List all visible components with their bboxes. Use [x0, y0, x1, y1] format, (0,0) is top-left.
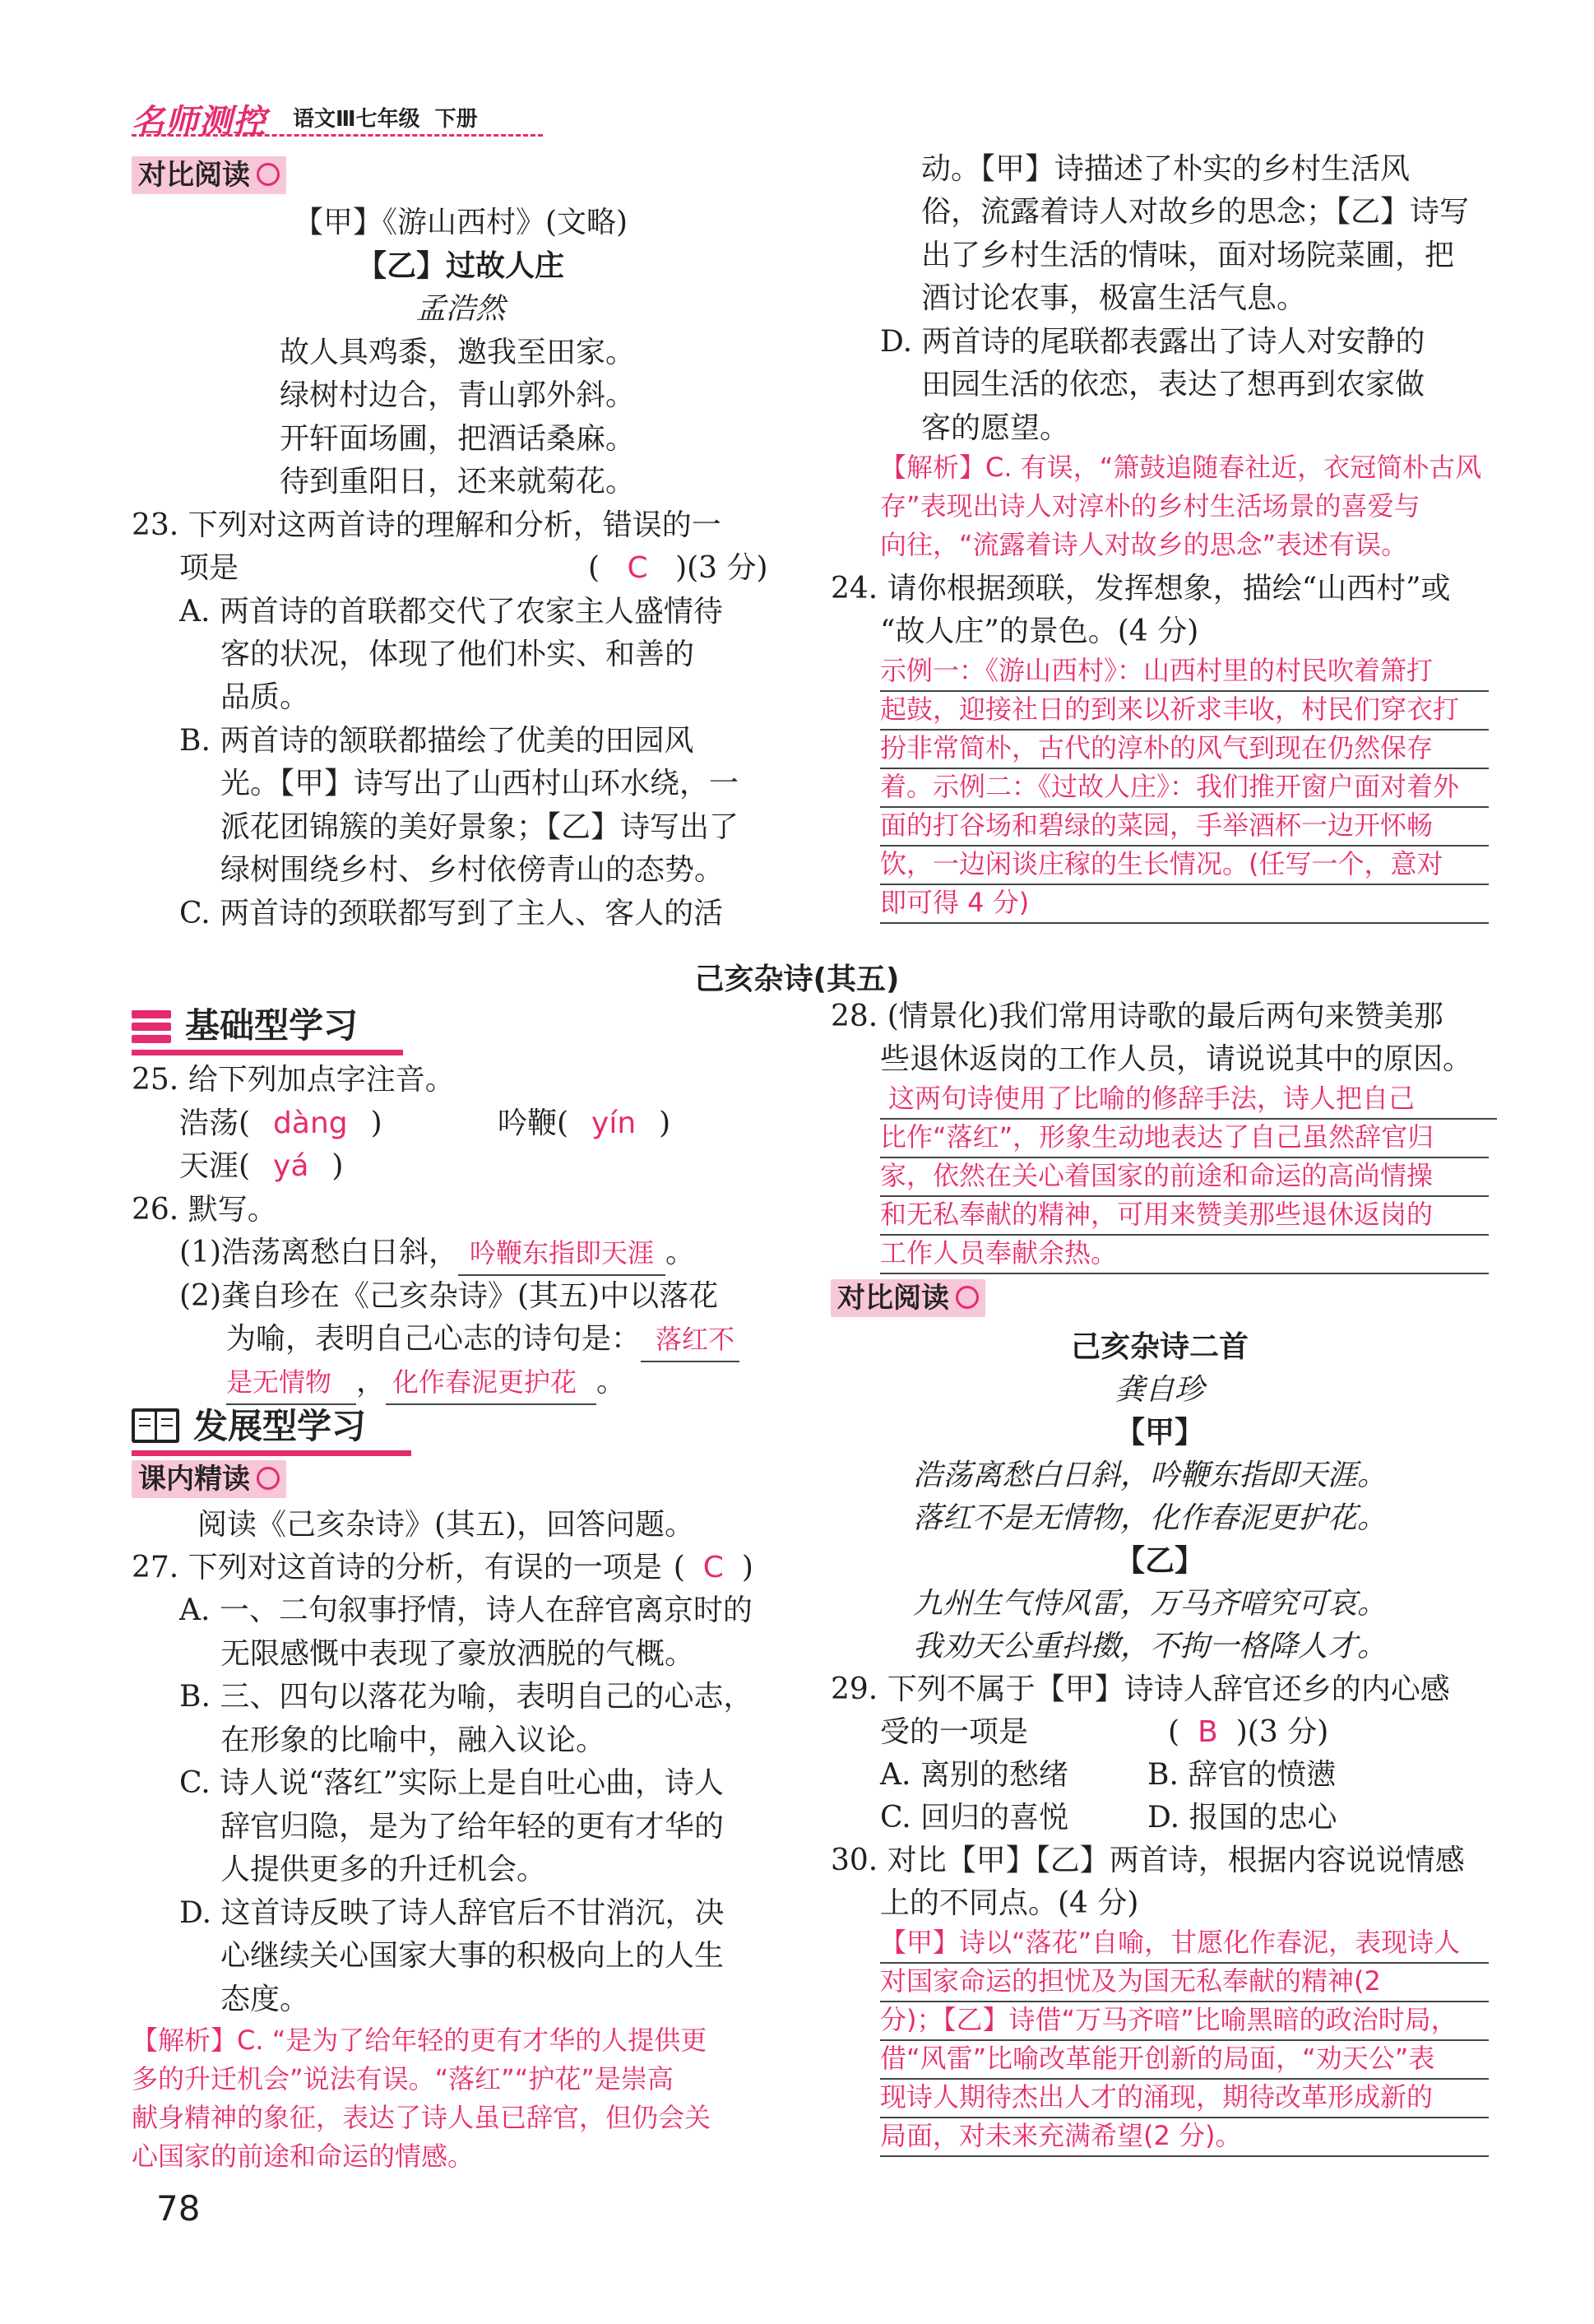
q26-2-answer-b: 化作春泥更护花	[386, 1361, 596, 1405]
q26-1-answer: 吟鞭东指即天涯	[458, 1232, 665, 1276]
q27-answer: C	[702, 1551, 724, 1584]
q27-option: A. 一、二句叙事抒情，诗人在辞官离京时的	[179, 1593, 753, 1627]
basic-heading-underline	[132, 1050, 403, 1055]
q24-answer-line: 着。示例二：《过故人庄》：我们推开窗户面对着外	[880, 768, 1489, 808]
q23-analysis: 【解析】C. 有误，“箫鼓追随春社近，衣冠简朴古风	[880, 452, 1482, 483]
paren-close: )	[659, 1106, 671, 1140]
q27-text: 27. 下列对这首诗的分析，有误的一项是	[132, 1551, 662, 1584]
q27-option: 在形象的比喻中，融入议论。	[220, 1723, 606, 1757]
q26-2	[226, 1318, 739, 1362]
dev-heading: 发展型学习	[193, 1406, 367, 1446]
poem-b-line: 故人具鸡黍，邀我至田家。	[280, 336, 636, 369]
q23-continued: 动。【甲】诗描述了朴实的乡村生活风	[921, 152, 1411, 186]
dev-heading-underline	[132, 1450, 411, 1456]
q23-continued: 出了乡村生活的情味，面对场院菜圃，把	[921, 239, 1455, 272]
q28-answer-line: 和无私奉献的精神，可用来赞美那些退休返岗的	[880, 1195, 1489, 1236]
q30-answer-line: 现诗人期待杰出人才的涌现，期待改革形成新的	[880, 2078, 1489, 2118]
q29-option: A. 离别的愁绪	[880, 1758, 1068, 1792]
q27-option: 无限感慨中表现了豪放洒脱的气概。	[220, 1637, 695, 1671]
q27-analysis: 【解析】C. “是为了给年轻的更有才华的人提供更	[132, 2025, 707, 2056]
q26-2-answer-a2: 是无情物	[226, 1361, 356, 1405]
q24-answer-line: 扮非常简朴，古代的淳朴的风气到现在仍然保存	[880, 729, 1489, 769]
q30-answer-line: 分)；【乙】诗借“万马齐喑”比喻黑暗的政治时局，	[880, 2001, 1489, 2041]
q27-analysis: 多的升迁机会”说法有误。“落红”“护花”是崇高	[132, 2063, 674, 2094]
q30-answer-line: 局面，对未来充满希望(2 分)。	[880, 2117, 1489, 2157]
q30-stem: 30. 对比【甲】【乙】两首诗，根据内容说说情感	[831, 1844, 1465, 1877]
q24-stem: “故人庄”的景色。(4 分)	[880, 615, 1199, 648]
paren-close: )	[331, 1149, 344, 1183]
q23-answer-slot	[588, 547, 768, 590]
page-number: 78	[156, 2188, 201, 2229]
tag-label: 对比阅读	[837, 1282, 949, 1315]
poem-b-label: 【乙】	[1114, 1544, 1204, 1578]
circle-icon	[257, 163, 280, 186]
word: 浩荡(	[179, 1106, 251, 1140]
q25-item	[498, 1102, 670, 1145]
q23-option: 光。【甲】诗写出了山西村山环水绕，一	[220, 767, 739, 800]
word: 天涯(	[179, 1149, 251, 1183]
q25-item	[179, 1102, 382, 1145]
q30-answer-line: 对国家命运的担忧及为国无私奉献的精神(2	[880, 1962, 1489, 2002]
q28-answer-line: 这两句诗使用了比喻的修辞手法，诗人把自己	[880, 1079, 1497, 1120]
pinyin-answer: yá	[273, 1149, 309, 1183]
poem-b-line: 我劝天公重抖擞，不拘一格降人才。	[913, 1630, 1388, 1663]
q23-option: 绿树围绕乡村、乡村依傍青山的态势。	[220, 853, 725, 887]
q27-option: 人提供更多的升迁机会。	[220, 1853, 547, 1886]
book-icon	[132, 1408, 179, 1443]
pinyin-answer: yín	[591, 1106, 637, 1140]
poem-b-line: 待到重阳日，还来就菊花。	[280, 465, 636, 499]
basic-heading: 基础型学习	[185, 1005, 359, 1046]
q23-option-d: 客的愿望。	[921, 411, 1070, 445]
q26-2: (2)龚自珍在《己亥杂诗》(其五)中以落花	[179, 1279, 719, 1313]
poem-a-line: 落红不是无情物，化作春泥更护花。	[913, 1501, 1388, 1535]
poem-a-label: 【甲】	[1114, 1416, 1204, 1450]
q29-option: C. 回归的喜悦	[880, 1801, 1069, 1835]
header-rule	[132, 134, 543, 137]
q26-1-prompt: (1)浩荡离愁白日斜，	[179, 1236, 458, 1269]
q27-analysis: 心国家的前途和命运的情感。	[132, 2141, 475, 2172]
q23-answer: C	[627, 551, 648, 585]
q30-answer-line: 借“风雷”比喻改革能开创新的局面，“劝天公”表	[880, 2039, 1489, 2080]
q27-option: 心继续关心国家大事的积极向上的人生	[220, 1939, 725, 1973]
section-title: 己亥杂诗(其五)	[694, 963, 900, 996]
tag-label: 课内精读	[138, 1463, 250, 1496]
subject-label: 语文Ⅲ七年级 下册	[293, 107, 478, 132]
poems-title: 己亥杂诗二首	[1070, 1330, 1249, 1364]
q24-stem: 24. 请你根据颈联，发挥想象，描绘“山西村”或	[831, 572, 1451, 605]
q27-option: C. 诗人说“落红”实际上是自吐心曲，诗人	[179, 1766, 724, 1800]
brand-logo: 名师测控	[132, 103, 266, 141]
q23-analysis: 向往，“流露着诗人对故乡的思念”表述有误。	[880, 529, 1408, 560]
read-prompt: 阅读《己亥杂诗》(其五)，回答问题。	[197, 1508, 695, 1542]
q25-stem: 25. 给下列加点字注音。	[132, 1063, 455, 1097]
q24-answer-line: 即可得 4 分)	[880, 884, 1489, 924]
q23-option: 客的状况，体现了他们朴实、和善的	[220, 638, 695, 671]
q23-option: 品质。	[220, 680, 310, 714]
q29-text: 受的一项是	[880, 1715, 1029, 1749]
word: 吟鞭(	[498, 1106, 569, 1140]
paren-close-score: )(3 分)	[675, 551, 768, 585]
q28-answer-line: 比作“落红”，形象生动地表达了自己虽然辞官归	[880, 1118, 1489, 1158]
poem-b-line: 九州生气恃风雷，万马齐喑究可哀。	[913, 1587, 1388, 1621]
poems-author: 龚自珍	[1114, 1373, 1204, 1407]
q23-option-d: 田园生活的依恋，表达了想再到农家做	[921, 368, 1425, 401]
q28-answer-line: 工作人员奉献余热。	[880, 1234, 1489, 1274]
q24-answer-line: 起鼓，迎接社日的到来以祈求丰收，村民们穿衣打	[880, 690, 1489, 731]
poem-b-line: 绿树村边合，青山郭外斜。	[280, 378, 636, 412]
q24-answer-line: 示例一：《游山西村》：山西村里的村民吹着箫打	[880, 652, 1489, 692]
q23-continued: 酒讨论农事，极富生活气息。	[921, 281, 1307, 315]
q27-option: D. 这首诗反映了诗人辞官后不甘消沉，决	[179, 1896, 725, 1930]
q27-stem: 27. 下列对这首诗的分析，有误的一项是 ( C )	[132, 1551, 753, 1584]
q26-stem: 26. 默写。	[132, 1193, 277, 1227]
circle-icon	[956, 1286, 979, 1309]
q26-1: (1)浩荡离愁白日斜， 吟鞭东指即天涯 。	[179, 1232, 695, 1276]
paren-close: )	[370, 1106, 382, 1140]
q29-option: D. 报国的忠心	[1147, 1801, 1337, 1835]
poem-b-title: 【乙】过故人庄	[356, 249, 564, 283]
q23-option: B. 两首诗的颔联都描绘了优美的田园风	[179, 724, 694, 758]
q23-option: 派花团锦簇的美好景象；【乙】诗写出了	[220, 810, 739, 844]
q23-option: C. 两首诗的颈联都写到了主人、客人的活	[179, 897, 724, 930]
poem-b-line: 开轩面场圃，把酒话桑麻。	[280, 422, 636, 456]
q30-answer-line: 【甲】诗以“落花”自喻，甘愿化作春泥，表现诗人	[880, 1923, 1489, 1964]
tag-label: 对比阅读	[138, 159, 250, 192]
tag-compare-reading-2	[831, 1279, 985, 1317]
q23-option-d: D. 两首诗的尾联都表露出了诗人对安静的	[880, 325, 1425, 359]
q30-stem: 上的不同点。(4 分)	[880, 1886, 1139, 1920]
basic-heading-icon	[132, 1010, 174, 1043]
q23-continued: 俗，流露着诗人对故乡的思念；【乙】诗写	[921, 195, 1470, 229]
q28-stem: 些退休返岗的工作人员，请说说其中的原因。	[880, 1042, 1473, 1076]
poem-a-line: 浩荡离愁白日斜，吟鞭东指即天涯。	[913, 1459, 1388, 1492]
q27-analysis: 献身精神的象征，表达了诗人虽已辞官，但仍会关	[132, 2102, 711, 2133]
poem-a-title: 【甲】《游山西村》(文略)	[293, 206, 628, 239]
q23-stem: 23. 下列对这两首诗的理解和分析，错误的一	[132, 508, 721, 542]
q27-option: 态度。	[220, 1983, 310, 2016]
q29-score: )(3 分)	[1235, 1715, 1329, 1749]
tag-inclass-reading	[132, 1460, 286, 1498]
q23-stem: 项是	[179, 551, 239, 585]
q25-item	[179, 1145, 343, 1188]
q29-stem: 受的一项是 ( B )(3 分)	[880, 1715, 1329, 1749]
q29-answer: B	[1198, 1715, 1218, 1749]
q28-stem: 28. (情景化)我们常用诗歌的最后两句来赞美那	[831, 1000, 1443, 1033]
q24-answer-line: 面的打谷场和碧绿的菜园，手举酒杯一边开怀畅	[880, 806, 1489, 847]
q29-stem: 29. 下列不属于【甲】诗诗人辞官还乡的内心感	[831, 1672, 1450, 1706]
pinyin-answer: dàng	[273, 1106, 348, 1140]
q26-2: 是无情物 ， 化作春泥更护花 。	[226, 1361, 626, 1405]
circle-icon	[257, 1467, 280, 1490]
q29-option: B. 辞官的愤懑	[1147, 1758, 1337, 1792]
q24-answer-line: 饮，一边闲谈庄稼的生长情况。(任写一个，意对	[880, 845, 1489, 885]
q23-option: A. 两首诗的首联都交代了农家主人盛情待	[179, 595, 723, 629]
paren-open: (	[588, 551, 600, 585]
tag-compare-reading	[132, 156, 286, 194]
q26-2-answer-a1: 落红不	[641, 1318, 739, 1362]
q28-answer-line: 家，依然在关心着国家的前途和命运的高尚情操	[880, 1157, 1489, 1197]
q27-option: B. 三、四句以落花为喻，表明自己的心志，	[179, 1680, 753, 1714]
q27-option: 辞官归隐，是为了给年轻的更有才华的	[220, 1810, 725, 1844]
q26-2-prompt: 为喻，表明自己心志的诗句是：	[226, 1322, 642, 1356]
poem-b-author: 孟浩然	[415, 292, 505, 326]
q23-analysis: 存”表现出诗人对淳朴的乡村生活场景的喜爱与	[880, 490, 1420, 522]
